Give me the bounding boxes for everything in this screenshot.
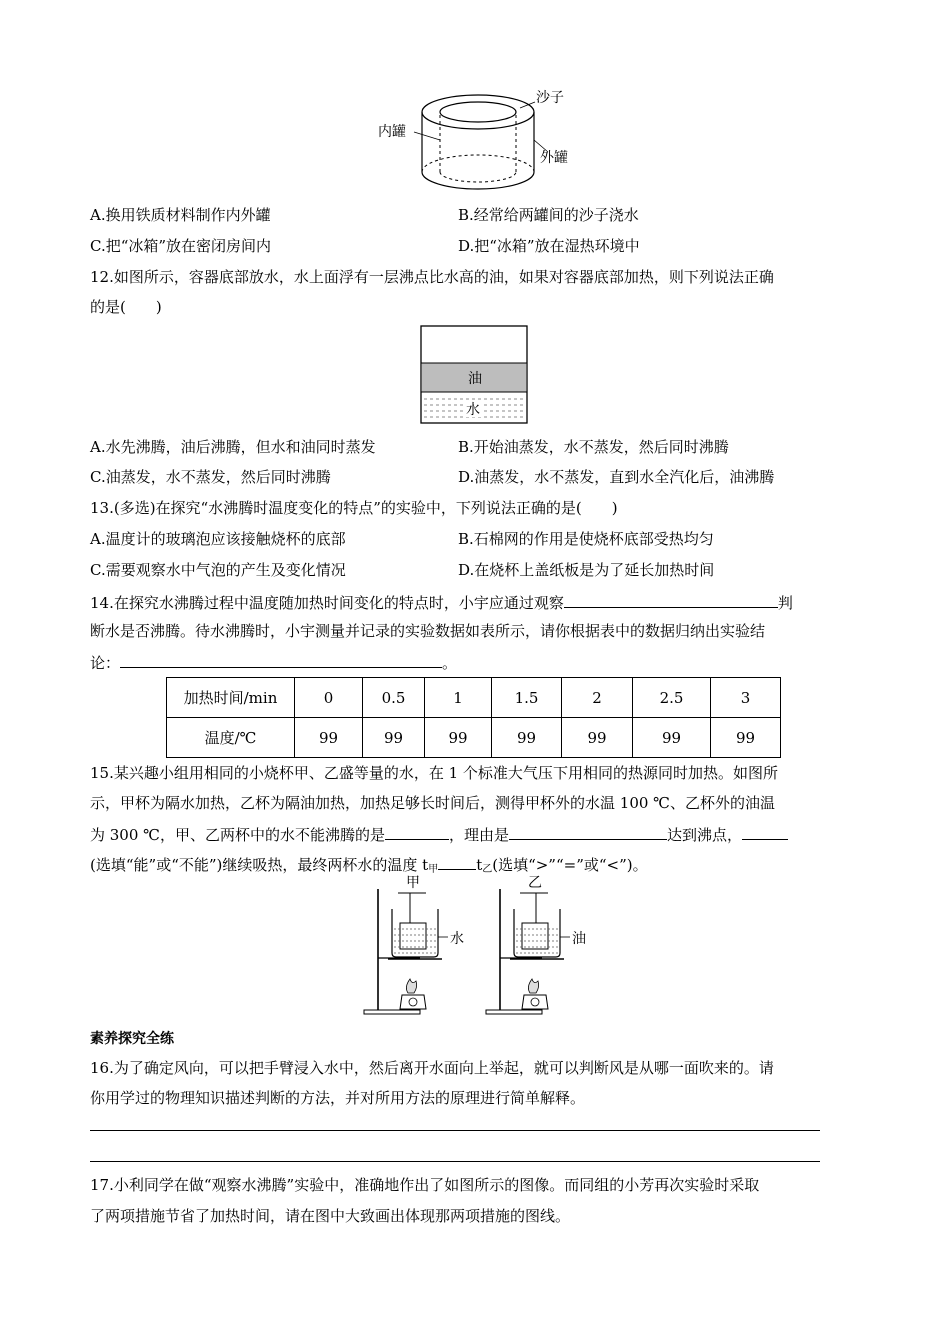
q15-sub-yi: 乙 [482,864,493,875]
q17-line2: 了两项措施节省了加热时间，请在图中大致画出体现那两项措施的图线。 [90,1207,571,1225]
q13-stem: 13.(多选)在探究“水沸腾时温度变化的特点”的实验中，下列说法正确的是( ) [90,499,618,517]
q16-line2: 你用学过的物理知识描述判断的方法，并对所用方法的原理进行简单解释。 [90,1089,586,1107]
table-row [167,718,781,758]
q15-blank-compare[interactable] [438,853,476,870]
q13-option-c: C.需要观察水中气泡的产生及变化情况 [90,561,346,579]
cooler-outer-label: 外罐 [540,150,568,166]
q15-line3-end: 达到沸点， [666,826,742,844]
cooler-inner-label: 内罐 [378,124,406,140]
label-oil: 油 [572,931,586,947]
cooler-sand-label: 沙子 [536,90,564,106]
q12-option-a: A.水先沸腾，油后沸腾，但水和油同时蒸发 [90,438,376,456]
q11-option-a: A.换用铁质材料制作内外罐 [90,206,271,224]
q14-blank-conclusion[interactable] [120,651,442,668]
q15-blank-absorb[interactable] [742,823,788,840]
table-row [167,678,781,718]
q14-blank-observe[interactable] [564,591,778,608]
table-cell: 99 [562,718,633,758]
table-cell: 1.5 [492,678,562,718]
table-cell: 99 [633,718,711,758]
label-yi: 乙 [528,875,542,891]
q13-option-b: B.石棉网的作用是使烧杯底部受热均匀 [458,530,714,548]
q11-option-d: D.把“冰箱”放在湿热环境中 [458,237,640,255]
setup-jia [364,875,464,1014]
q15-sub-jia: 甲 [428,864,439,875]
q14-line3-text: 论： [90,654,121,672]
table-cell: 1 [425,678,492,718]
q15-blank-reason[interactable] [509,823,667,840]
q15-line4-end: (选填“>”“=”或“<”)。 [492,856,648,874]
table-cell: 3 [711,678,781,718]
table-cell: 2.5 [633,678,711,718]
q15-line1: 15.某兴趣小组用相同的小烧杯甲、乙盛等量的水，在 1 个标准大气压下用相同的热源同时加热。如图所 [90,764,778,782]
q14-line3 [90,651,457,673]
q15-line3-reason: ，理由是 [448,826,509,844]
q14-line1-end: 判 [777,594,793,612]
section-title: 素养探究全练 [90,1031,174,1047]
q11-option-c: C.把“冰箱”放在密闭房间内 [90,237,272,255]
q15-line3-text: 为 300 ℃，甲、乙两杯中的水不能沸腾的是 [90,826,385,844]
table-cell: 0 [295,678,363,718]
setup-yi [486,875,586,1014]
q13-option-d: D.在烧杯上盖纸板是为了延长加热时间 [458,561,715,579]
table-cell: 0.5 [363,678,425,718]
table-cell: 99 [295,718,363,758]
q11-option-b: B.经常给两罐间的沙子浇水 [458,206,639,224]
q14-line3-end: 。 [442,654,458,672]
q12-option-d: D.油蒸发，水不蒸发，直到水全汽化后，油沸腾 [458,468,775,486]
q16-line1: 16.为了确定风向，可以把手臂浸入水中，然后离开水面向上举起，就可以判断风是从哪一面吹来的。请 [90,1059,774,1077]
q14-line1 [90,591,793,613]
cooler-figure [370,80,610,202]
q14-data-table [166,677,781,758]
table-cell: 99 [425,718,492,758]
q15-line2: 示，甲杯为隔水加热，乙杯为隔油加热，加热足够长时间后，测得甲杯外的水温 100 ℃、乙杯外的油温 [90,794,775,812]
label-jia: 甲 [406,875,420,891]
oil-water-container-figure [420,325,530,425]
q15-line4-text: (选填“能”或“不能”)继续吸热，最终两杯水的温度 t [90,856,429,874]
table-cell: 99 [711,718,781,758]
oil-label: 油 [468,371,482,387]
q12-option-c: C.油蒸发，水不蒸发，然后同时沸腾 [90,468,331,486]
q13-option-a: A.温度计的玻璃泡应该接触烧杯的底部 [90,530,346,548]
q12-stem-line1: 12.如图所示，容器底部放水，水上面浮有一层沸点比水高的油，如果对容器底部加热，则下列说法正确 [90,268,774,286]
q16-answer-line-2[interactable] [90,1161,820,1162]
table-header-time: 加热时间/min [167,678,295,718]
q15-line3 [90,823,788,845]
q17-line1: 17.小利同学在做“观察水沸腾”实验中，准确地作出了如图所示的图像。而同组的小芳再次实验时采取 [90,1176,760,1194]
water-label: 水 [466,402,480,418]
table-header-temp: 温度/℃ [167,718,295,758]
table-cell: 99 [492,718,562,758]
q12-option-b: B.开始油蒸发，水不蒸发，然后同时沸腾 [458,438,729,456]
q14-line1-text: 14.在探究水沸腾过程中温度随加热时间变化的特点时，小宇应通过观察 [90,594,564,612]
label-water: 水 [450,931,464,947]
q15-t-yi: t [476,856,483,874]
table-cell: 99 [363,718,425,758]
heating-setups-figure [360,875,600,1017]
q16-answer-line-1[interactable] [90,1130,820,1131]
table-cell: 2 [562,678,633,718]
q15-blank-which[interactable] [385,823,449,840]
q14-line2: 断水是否沸腾。待水沸腾时，小宇测量并记录的实验数据如表所示，请你根据表中的数据归纳出实验结 [90,622,766,640]
q12-stem-line2: 的是( ) [90,298,162,316]
